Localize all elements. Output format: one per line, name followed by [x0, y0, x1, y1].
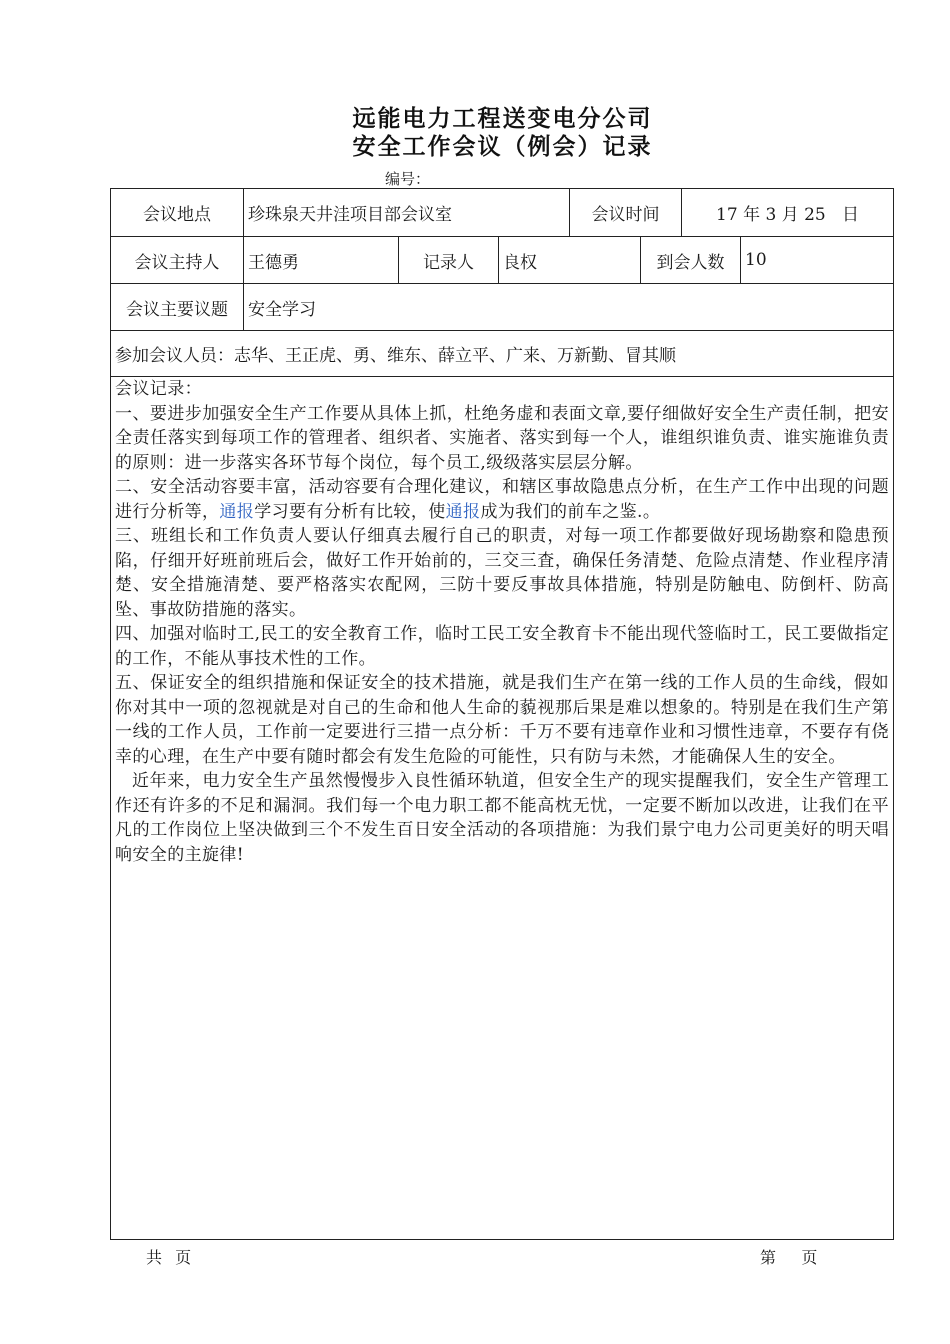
- record-item-2-text-c: 成为我们的前车之鉴.。: [480, 501, 661, 522]
- recorder-value: 良权: [499, 237, 641, 283]
- host-value: 王德勇: [244, 237, 399, 283]
- location-label: 会议地点: [111, 189, 244, 236]
- attendance-label: 到会人数: [641, 237, 741, 283]
- location-value: 珍珠泉天井洼项目部会议室: [244, 189, 570, 236]
- meeting-record-form: [110, 188, 894, 1240]
- notice-link[interactable]: 通报: [445, 501, 481, 522]
- topic-label: 会议主要议题: [111, 284, 244, 330]
- record-item-4: 四、加强对临时工,民工的安全教育工作，临时工民工安全教育卡不能出现代签临时工，民工要做指定的工作，不能从事技术性的工作。: [115, 624, 889, 669]
- time-label: 会议时间: [570, 189, 682, 236]
- time-value: 17 年 3 月 25 日: [716, 205, 859, 225]
- record-item-3: 三、班组长和工作负责人要认仔细真去履行自己的职责，对每一项工作都要做好现场勘察和隐患预陷，仔细开好班前班后会，做好工作开始前的，三交三査，确保任务清楚、危险点清楚、作业程序清楚、安全措施清楚、要严格落实农配网，三防十要反事故具体措施，特别是防触电、防倒杆、防高坠、事故防措施的落实。: [115, 526, 889, 620]
- attendance-value: 10: [745, 250, 767, 270]
- participants-row: [111, 331, 893, 377]
- participants-line: 参加会议人员：志华、王正虎、勇、维东、薛立平、广来、万新勤、冒其顺: [115, 346, 676, 366]
- location-row: [111, 189, 893, 237]
- record-conclusion: 近年来，电力安全生产虽然慢慢步入良性循环轨道，但安全生产的现实提醒我们，安全生产管理工作还有许多的不足和漏洞。我们每一个电力职工都不能高枕无忧，一定要不断加以改进，让我们在平凡的工作岗位上坚决做到三个不发生百日安全活动的各项措施：为我们景宁电力公司更美好的明天唱响安全的主旋律!: [115, 771, 889, 865]
- record-item-2-text-b: 学习要有分析有比较，使: [254, 501, 446, 522]
- page-number-label: 第 页: [760, 1248, 819, 1267]
- total-pages-label: 共 页: [146, 1248, 193, 1267]
- meeting-record-body: [111, 377, 893, 867]
- record-item-5: 五、保证安全的组织措施和保证安全的技术措施，就是我们生产在第一线的工作人员的生命线，假如你对其中一项的忽视就是对自己的生命和他人生命的藐视那后果是难以想象的。特别是在我们生产第一线的工作人员，工作前一定要进行三措一点分析：千万不要有违章作业和习惯性违章，不要存有侥幸的心理，在生产中要有随时都会有发生危险的可能性，只有防与未然，才能确保人生的安全。: [115, 673, 889, 767]
- recorder-label: 记录人: [399, 237, 499, 283]
- record-heading: 会议记录：: [115, 379, 202, 399]
- serial-number-label: 编号：: [385, 170, 431, 188]
- document-title: 安全工作会议（例会）记录: [352, 134, 653, 160]
- company-title: 远能电力工程送变电分公司: [352, 106, 653, 132]
- record-item-2: [115, 475, 889, 524]
- notice-link[interactable]: 通报: [219, 501, 255, 522]
- topic-row: [111, 284, 893, 331]
- host-row: [111, 237, 893, 284]
- record-item-1: 一、要进步加强安全生产工作要从具体上抓，杜绝务虚和表面文章,要仔细做好安全生产责任制，把安全责任落实到每项工作的管理者、组织者、实施者、落实到每一个人，谁组织谁负责、谁实施谁负责的原则：进一步落实各环节每个岗位，每个员工,级级落实层层分解。: [115, 403, 889, 473]
- host-label: 会议主持人: [111, 237, 244, 283]
- topic-value: 安全学习: [248, 299, 316, 320]
- record-item-2-text-a: 二、安全活动容要丰富，活动容要有合理化建议，和辖区事故隐患点分析，在生产工作中出现的问题进行分析等，: [115, 477, 889, 522]
